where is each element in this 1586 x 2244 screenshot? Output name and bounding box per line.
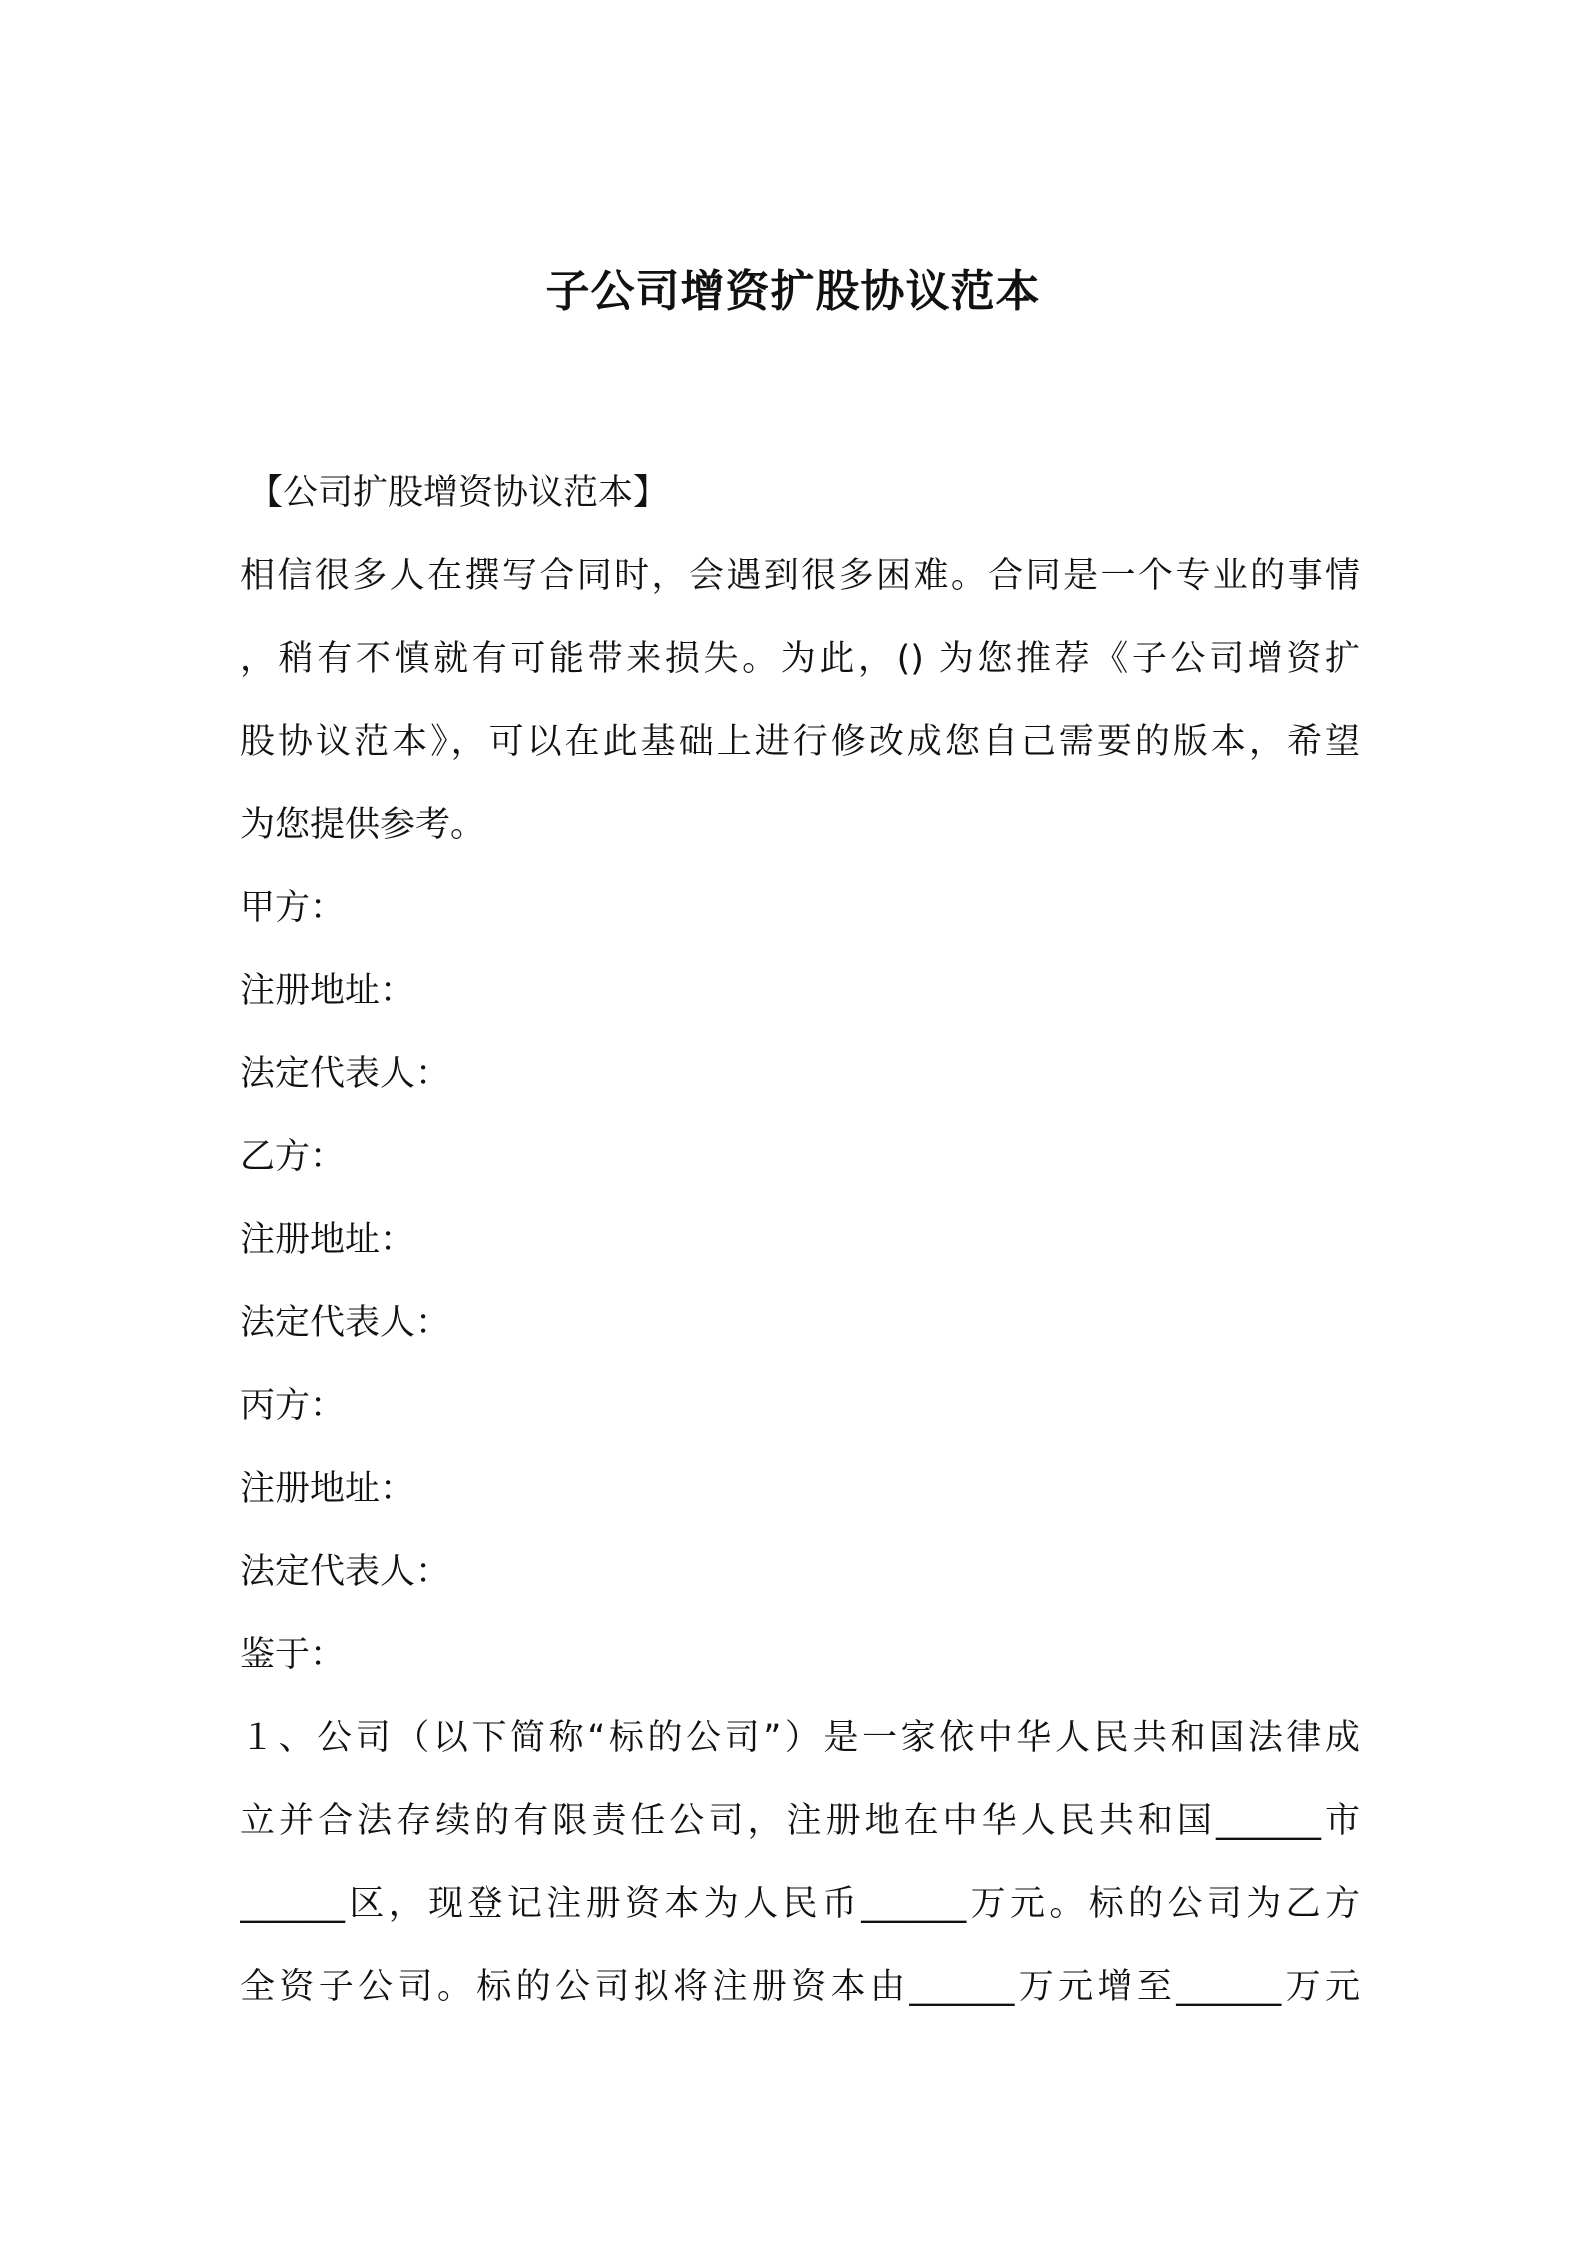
party-a-address-label: 注册地址：	[240, 971, 416, 1011]
intro-line: 为您提供参考。	[240, 805, 486, 845]
clause-1-line: １、公司（以下简称“标的公司”）是一家依中华人民共和国法律成	[240, 1718, 1360, 1758]
clause-1-line: 立并合法存续的有限责任公司，注册地在中华人民共和国______市	[240, 1801, 1360, 1841]
clause-1-line: ______区，现登记注册资本为人民币______万元。标的公司为乙方	[240, 1884, 1360, 1924]
party-a-label: 甲方：	[240, 888, 346, 928]
party-c-label: 丙方：	[240, 1386, 346, 1426]
party-a-rep-label: 法定代表人：	[240, 1054, 451, 1094]
document-title: 子公司增资扩股协议范本	[545, 266, 1041, 317]
party-b-address-label: 注册地址：	[240, 1220, 416, 1260]
intro-line: ，稍有不慎就有可能带来损失。为此，() 为您推荐《子公司增资扩	[240, 639, 1360, 679]
intro-line: 相信很多人在撰写合同时，会遇到很多困难。合同是一个专业的事情	[240, 556, 1360, 596]
document-subtitle: 【公司扩股增资协议范本】	[248, 473, 669, 513]
party-b-label: 乙方：	[240, 1137, 346, 1177]
whereas-label: 鉴于：	[240, 1635, 346, 1675]
party-b-rep-label: 法定代表人：	[240, 1303, 451, 1343]
document-body	[240, 452, 1360, 2029]
party-c-rep-label: 法定代表人：	[240, 1552, 451, 1592]
intro-line: 股协议范本》，可以在此基础上进行修改成您自己需要的版本，希望	[240, 722, 1360, 762]
party-c-address-label: 注册地址：	[240, 1469, 416, 1509]
clause-1-line: 全资子公司。标的公司拟将注册资本由______万元增至______万元	[240, 1967, 1360, 2007]
